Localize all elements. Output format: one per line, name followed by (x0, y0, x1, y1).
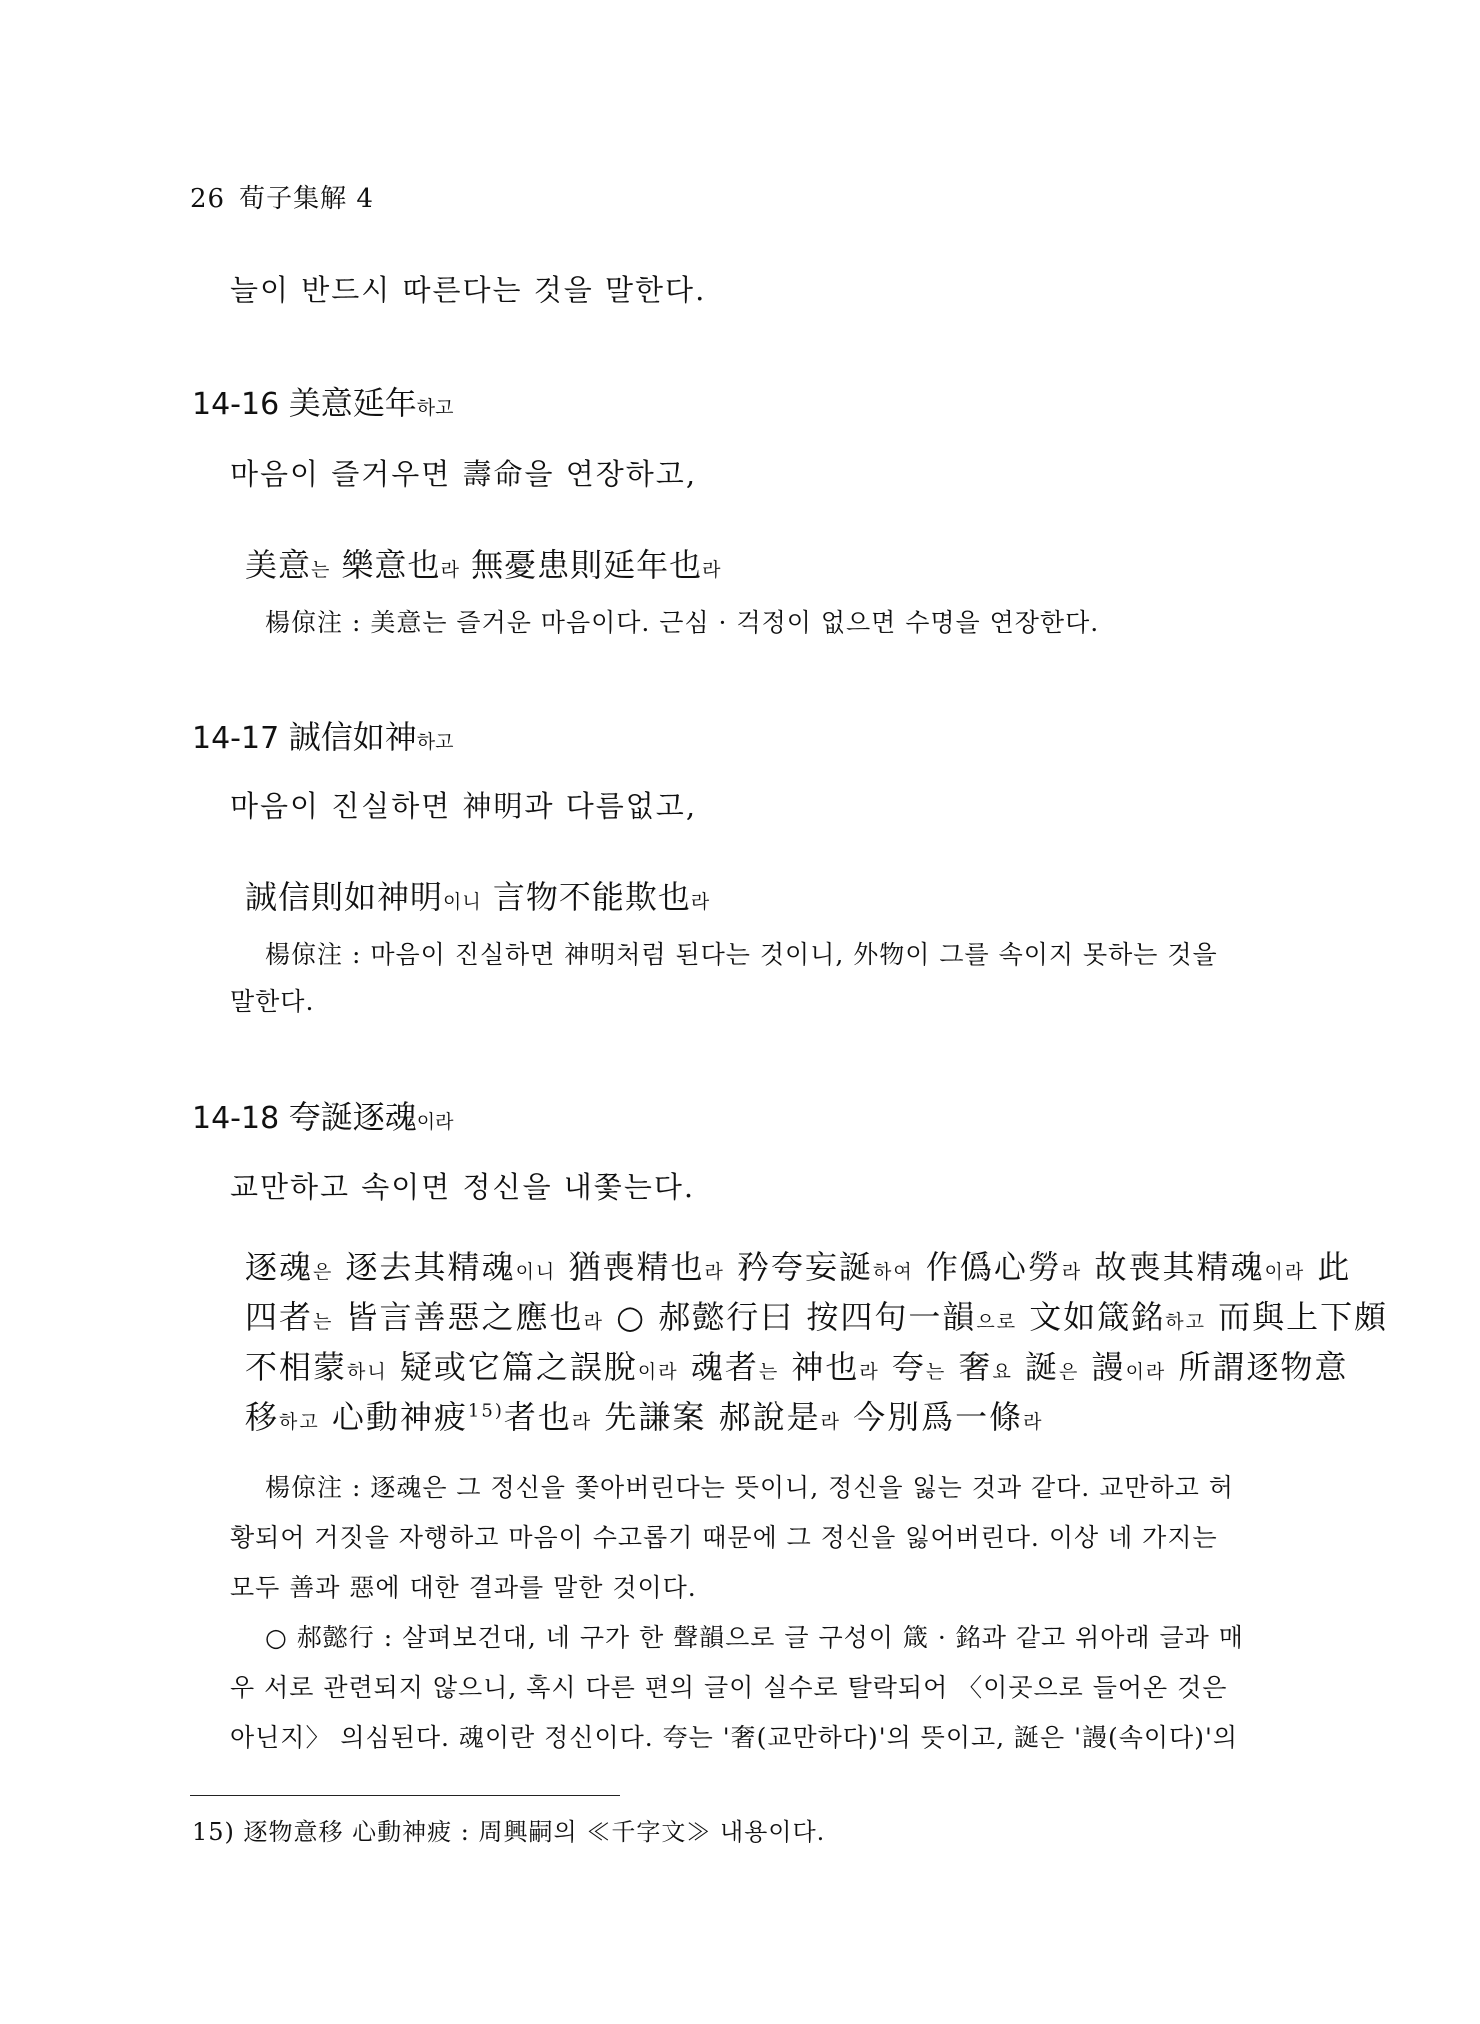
orig-seg: 不相蒙 (245, 1348, 348, 1386)
annotation-14-17-line-2: 말한다. (230, 987, 315, 1016)
section-number: 14-18 (192, 1101, 280, 1136)
orig-seg: 所謂逐物意 (1166, 1348, 1349, 1386)
annotation-14-18-line-5: 우 서로 관련되지 않으니, 혹시 다른 편의 글이 실수로 탈락되어 〈이곳으로 들어온 것은 (230, 1673, 1228, 1702)
section-suffix: 하고 (416, 397, 454, 419)
orig-seg: 四者 (245, 1298, 314, 1336)
running-header (190, 178, 374, 215)
orig-seg: 文如箴銘 (1017, 1298, 1166, 1336)
orig-particle: 이니 (515, 1261, 557, 1283)
orig-particle: 는 (925, 1361, 947, 1383)
orig-seg: 者也 (503, 1398, 572, 1436)
orig-particle: 은 (313, 1261, 334, 1283)
orig-particle: 는 (311, 559, 331, 581)
orig-seg: 逐魂 (245, 1248, 314, 1286)
orig-seg: 無憂患則延年也 (459, 546, 703, 584)
orig-seg: 心動神疲 (319, 1398, 468, 1436)
orig-seg: 先謙案 郝說是 (592, 1398, 821, 1436)
footnote-marker: 15) (467, 1400, 504, 1422)
annotation-14-17-line-1: 楊倞注 : 마음이 진실하면 神明처럼 된다는 것이니, 外物이 그를 속이지 못하는 것을 (265, 940, 1218, 969)
orig-seg: 今別爲一條 (840, 1398, 1024, 1436)
orig-seg: 疑或它篇之誤脫 (387, 1348, 638, 1386)
annotation-14-18-line-3: 모두 善과 惡에 대한 결과를 말한 것이다. (230, 1573, 697, 1602)
orig-seg: 猶喪精也 (556, 1248, 705, 1286)
orig-seg: 樂意也 (330, 546, 441, 584)
orig-particle: 라 (571, 1411, 593, 1433)
orig-particle: 라 (704, 1261, 725, 1283)
section-heading-14-16 (192, 378, 453, 424)
orig-seg: 魂者 (678, 1348, 759, 1386)
book-title: 荀子集解 4 (239, 184, 374, 214)
section-number: 14-17 (192, 721, 280, 756)
orig-particle: 이라 (637, 1361, 679, 1383)
orig-particle: 라 (690, 891, 711, 913)
footnote-divider (190, 1795, 620, 1796)
orig-seg: 矜夸妄誕 (724, 1248, 874, 1286)
continued-text-line: 늘이 반드시 따른다는 것을 말한다. (230, 273, 707, 307)
orig-seg: 此 (1305, 1248, 1352, 1286)
section-number: 14-16 (192, 387, 280, 422)
orig-particle: 하니 (347, 1361, 388, 1383)
annotation-14-16: 楊倞注 : 美意는 즐거운 마음이다. 근심 · 걱정이 없으면 수명을 연장한다. (265, 608, 1100, 637)
orig-particle: 는 (758, 1361, 780, 1383)
section-hanja: 夸誕逐魂 (288, 1098, 417, 1136)
orig-seg: 逐去其精魂 (333, 1248, 516, 1286)
annotation-14-18-line-1: 楊倞注 : 逐魂은 그 정신을 쫓아버린다는 뜻이니, 정신을 잃는 것과 같다. 교만하고 허 (265, 1473, 1234, 1502)
orig-seg: 而與上下頗 (1206, 1298, 1389, 1336)
orig-particle: 이라 (1125, 1361, 1167, 1383)
orig-seg: ○ 郝懿行曰 按四句一韻 (603, 1298, 977, 1336)
section-hanja: 誠信如神 (288, 718, 417, 756)
original-text-14-18-line-2 (245, 1292, 1388, 1338)
orig-particle: 하고 (1165, 1311, 1206, 1333)
orig-seg: 移 (245, 1398, 280, 1436)
original-text-14-17 (245, 872, 710, 918)
orig-seg: 奢 (946, 1348, 993, 1386)
original-text-14-18-line-3 (245, 1342, 1348, 1388)
orig-seg: 夸 (879, 1348, 926, 1386)
section-hanja: 美意延年 (288, 384, 417, 422)
annotation-14-18-line-4: ○ 郝懿行 : 살펴보건대, 네 구가 한 聲韻으로 글 구성이 箴 · 銘과 같고 위아래 글과 매 (265, 1623, 1244, 1652)
orig-seg: 謾 (1079, 1348, 1126, 1386)
orig-particle: 은 (1059, 1361, 1080, 1383)
orig-seg: 誕 (1012, 1348, 1060, 1386)
orig-particle: 라 (702, 559, 722, 581)
orig-particle: 라 (1023, 1411, 1044, 1433)
orig-seg: 美意 (245, 546, 312, 584)
orig-particle: 라 (820, 1411, 841, 1433)
annotation-14-18-line-6: 아닌지〉 의심된다. 魂이란 정신이다. 夸는 '奢(교만하다)'의 뜻이고, 誕은 '謾(속이다)'의 (230, 1723, 1238, 1752)
orig-particle: 라 (583, 1311, 604, 1333)
orig-seg: 故喪其精魂 (1082, 1248, 1265, 1286)
orig-particle: 하여 (873, 1261, 914, 1283)
annotation-14-18-line-2: 황되어 거짓을 자행하고 마음이 수고롭기 때문에 그 정신을 잃어버린다. 이상 네 가지는 (230, 1523, 1218, 1552)
orig-particle: 는 (313, 1311, 334, 1333)
orig-particle: 라 (440, 559, 460, 581)
original-text-14-18-line-4 (245, 1392, 1044, 1438)
page-number: 26 (190, 184, 226, 214)
section-suffix: 이라 (416, 1111, 454, 1133)
orig-particle: 요 (992, 1361, 1013, 1383)
original-text-14-16 (245, 540, 721, 586)
orig-seg: 言物不能欺也 (481, 878, 691, 916)
orig-particle: 라 (859, 1361, 880, 1383)
section-heading-14-17 (192, 712, 453, 758)
section-suffix: 하고 (416, 731, 454, 753)
original-text-14-18-line-1 (245, 1242, 1351, 1288)
orig-seg: 神也 (779, 1348, 860, 1386)
translation-14-16: 마음이 즐거우면 壽命을 연장하고, (230, 457, 698, 491)
orig-particle: 으로 (976, 1311, 1018, 1333)
orig-particle: 라 (1061, 1261, 1083, 1283)
translation-14-17: 마음이 진실하면 神明과 다름없고, (230, 789, 698, 823)
footnote-15: 15) 逐物意移 心動神疲 : 周興嗣의 ≪千字文≫ 내용이다. (192, 1818, 826, 1846)
orig-particle: 이니 (443, 891, 482, 913)
translation-14-18: 교만하고 속이면 정신을 내쫓는다. (230, 1170, 696, 1204)
orig-particle: 하고 (279, 1411, 320, 1433)
orig-seg: 誠信則如神明 (245, 878, 444, 916)
orig-seg: 皆言善惡之應也 (333, 1298, 584, 1336)
orig-particle: 이라 (1264, 1261, 1306, 1283)
section-heading-14-18 (192, 1092, 453, 1138)
orig-seg: 作僞心勞 (913, 1248, 1062, 1286)
